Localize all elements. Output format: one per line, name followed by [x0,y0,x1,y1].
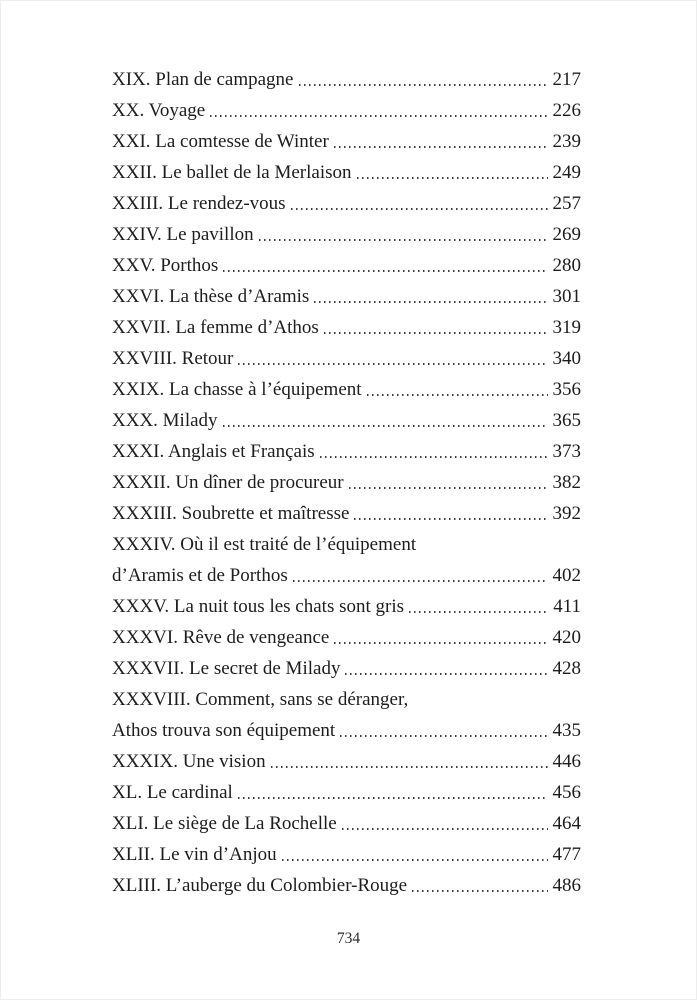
toc-entry-line [112,405,581,436]
dot-leader [259,239,548,241]
toc-entry-line [112,560,581,591]
chapter-page-number: 217 [552,69,581,90]
toc-entry-line [112,591,581,622]
dot-leader [349,487,548,489]
dot-leader [299,84,548,86]
toc-entry [112,126,581,157]
dot-leader [238,363,547,365]
chapter-title: d’Aramis et de Porthos [112,565,288,586]
toc-entry [112,250,581,281]
toc-entry [112,498,581,529]
toc-entry-line [112,64,581,95]
toc-entry-line [112,746,581,777]
chapter-page-number: 402 [552,565,581,586]
dot-leader [291,208,548,210]
dot-leader [357,177,548,179]
dot-leader [412,890,547,892]
dot-leader [223,270,547,272]
toc-entry [112,808,581,839]
chapter-page-number: 319 [552,317,581,338]
toc-entry [112,64,581,95]
chapter-title: XLI. Le siège de La Rochelle [112,813,337,834]
chapter-title: XLII. Le vin d’Anjou [112,844,277,865]
chapter-page-number: 420 [552,627,581,648]
toc-entry-line [112,374,581,405]
dot-leader [342,828,548,830]
dot-leader [334,642,547,644]
toc-entry [112,591,581,622]
toc-entry [112,343,581,374]
page-footer [0,930,697,948]
chapter-title: XL. Le cardinal [112,782,233,803]
toc-entry-line [112,777,581,808]
table-of-contents [112,64,581,901]
toc-entry [112,870,581,901]
chapter-page-number: 456 [552,782,581,803]
chapter-page-number: 373 [552,441,581,462]
dot-leader [293,580,548,582]
chapter-page-number: 477 [552,844,581,865]
chapter-title: XX. Voyage [112,100,206,121]
chapter-page-number: 249 [552,162,581,183]
toc-entry-line [112,839,581,870]
chapter-page-number: 392 [552,503,581,524]
chapter-page-number: 464 [552,813,581,834]
toc-entry-line [112,157,581,188]
chapter-title: XXXIX. Une vision [112,751,266,772]
chapter-page-number: 446 [552,751,581,772]
dot-leader [367,394,548,396]
chapter-title: XXIII. Le rendez-vous [112,193,286,214]
chapter-page-number: 340 [552,348,581,369]
toc-entry-line [112,715,581,746]
chapter-page-number: 486 [552,875,581,896]
toc-entry-line [112,684,581,715]
toc-entry [112,219,581,250]
dot-leader [238,797,548,799]
toc-entry-line [112,653,581,684]
chapter-title: XXXVII. Le secret de Milady [112,658,341,679]
dot-leader [271,766,548,768]
toc-entry-line [112,343,581,374]
chapter-title: XXV. Porthos [112,255,219,276]
dot-leader [340,735,547,737]
chapter-title: XXI. La comtesse de Winter [112,131,329,152]
toc-entry-line [112,219,581,250]
chapter-title: XXIX. La chasse à l’équipement [112,379,362,400]
dot-leader [210,115,547,117]
toc-entry [112,653,581,684]
toc-entry [112,405,581,436]
chapter-title: Athos trouva son équipement [112,720,336,741]
toc-entry-line [112,870,581,901]
toc-entry [112,467,581,498]
toc-entry [112,684,581,746]
dot-leader [282,859,548,861]
toc-entry [112,281,581,312]
page-number: 734 [336,930,361,947]
chapter-page-number: 365 [552,410,581,431]
toc-entry [112,529,581,591]
toc-entry [112,746,581,777]
dot-leader [354,518,547,520]
chapter-title: XXVIII. Retour [112,348,234,369]
toc-entry-line [112,188,581,219]
chapter-title: XXXIV. Où il est traité de l’équipement [112,534,417,555]
chapter-page-number: 356 [552,379,581,400]
chapter-title: XXX. Milady [112,410,218,431]
toc-entry-line [112,622,581,653]
dot-leader [324,332,548,334]
chapter-title: XXXIII. Soubrette et maîtresse [112,503,350,524]
dot-leader [334,146,548,148]
chapter-title: XXXII. Un dîner de procureur [112,472,344,493]
chapter-title: XXVII. La femme d’Athos [112,317,319,338]
toc-entry [112,436,581,467]
chapter-title: XXIV. Le pavillon [112,224,254,245]
toc-entry-line [112,281,581,312]
toc-entry [112,312,581,343]
chapter-page-number: 411 [553,596,581,617]
chapter-page-number: 301 [552,286,581,307]
dot-leader [345,673,547,675]
chapter-page-number: 257 [552,193,581,214]
toc-entry-line [112,436,581,467]
chapter-page-number: 269 [552,224,581,245]
toc-entry-line [112,529,581,560]
chapter-title: XIX. Plan de campagne [112,69,294,90]
dot-leader [314,301,547,303]
toc-entry [112,157,581,188]
chapter-page-number: 428 [552,658,581,679]
toc-entry [112,374,581,405]
chapter-page-number: 226 [552,100,581,121]
chapter-title: XLIII. L’auberge du Colombier-Rouge [112,875,408,896]
chapter-title: XXII. Le ballet de la Merlaison [112,162,352,183]
dot-leader [223,425,548,427]
dot-leader [320,456,548,458]
chapter-page-number: 382 [552,472,581,493]
toc-entry-line [112,95,581,126]
chapter-title: XXXV. La nuit tous les chats sont gris [112,596,405,617]
toc-entry-line [112,498,581,529]
toc-entry [112,777,581,808]
chapter-title: XXVI. La thèse d’Aramis [112,286,310,307]
chapter-page-number: 280 [552,255,581,276]
toc-entry [112,622,581,653]
toc-entry-line [112,808,581,839]
chapter-title: XXXVI. Rêve de vengeance [112,627,330,648]
toc-entry [112,839,581,870]
toc-entry-line [112,467,581,498]
chapter-title: XXXI. Anglais et Français [112,441,315,462]
dot-leader [409,611,548,613]
toc-entry [112,95,581,126]
chapter-title: XXXVIII. Comment, sans se déranger, [112,689,409,710]
toc-entry-line [112,312,581,343]
toc-entry [112,188,581,219]
toc-entry-line [112,250,581,281]
toc-entry-line [112,126,581,157]
chapter-page-number: 239 [552,131,581,152]
chapter-page-number: 435 [552,720,581,741]
